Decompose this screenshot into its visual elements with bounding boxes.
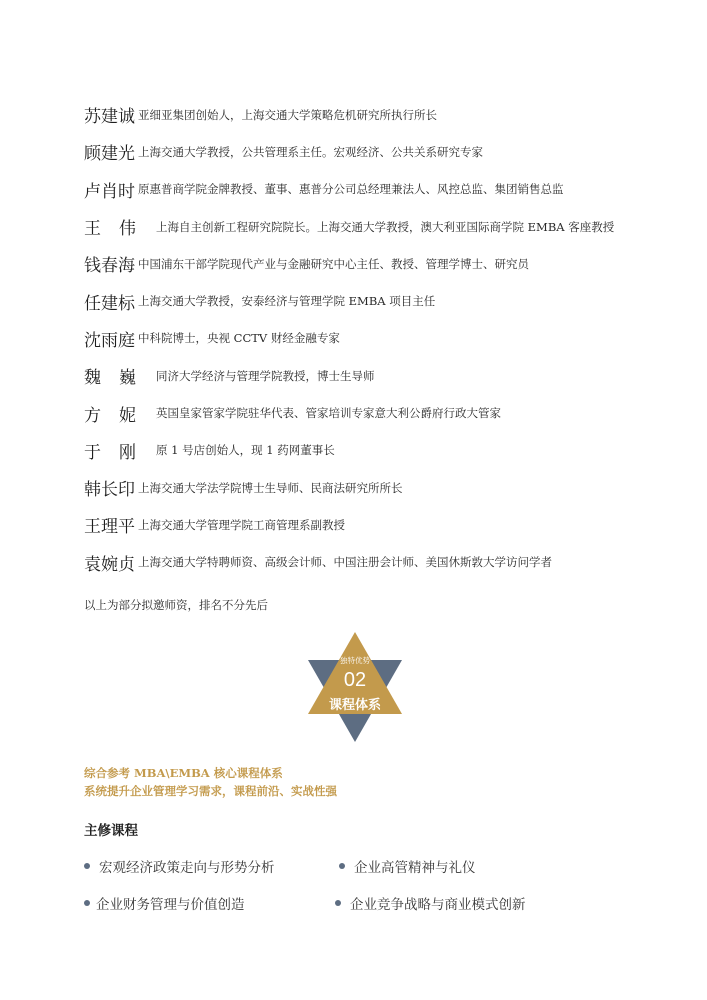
faculty-desc: 中国浦东干部学院现代产业与金融研究中心主任、教授、管理学博士、研究员 [138, 256, 529, 271]
faculty-row [84, 320, 684, 357]
faculty-name: 王伟 [84, 219, 154, 240]
faculty-desc: 亚细亚集团创始人，上海交通大学策略危机研究所执行所长 [138, 107, 437, 122]
course-label: 企业财务管理与价值创造 [96, 897, 245, 913]
bullet-icon [335, 900, 341, 906]
faculty-desc: 中科院博士，央视 CCTV 财经金融专家 [138, 331, 340, 346]
faculty-desc: 原惠普商学院金牌教授、董事、惠普分公司总经理兼法人、风控总监、集团销售总监 [138, 182, 564, 197]
badge-number: 02 [343, 669, 367, 691]
faculty-row [84, 357, 684, 394]
faculty-name: 苏建诚 [84, 107, 135, 128]
course-label: 企业高管精神与礼仪 [354, 860, 476, 876]
bullet-icon [339, 863, 345, 869]
faculty-row [84, 506, 684, 543]
faculty-name: 卢肖时 [84, 181, 135, 202]
faculty-desc: 英国皇家管家学院驻华代表、管家培训专家意大利公爵府行政大管家 [156, 406, 501, 421]
course-item [339, 856, 476, 876]
faculty-desc: 上海交通大学法学院博士生导师、民商法研究所所长 [138, 480, 403, 495]
faculty-name: 方妮 [84, 405, 154, 426]
faculty-name: 韩长印 [84, 480, 135, 501]
faculty-name: 任建标 [84, 293, 135, 314]
faculty-note: 以上为部分拟邀师资，排名不分先后 [84, 598, 268, 612]
badge-title: 课程体系 [328, 698, 381, 713]
faculty-row [84, 469, 684, 506]
course-label: 宏观经济政策走向与形势分析 [99, 860, 275, 876]
faculty-name: 王理平 [84, 517, 135, 538]
faculty-desc: 上海交通大学管理学院工商管理系副教授 [138, 517, 345, 532]
faculty-desc: 原 1 号店创始人，现 1 药网董事长 [156, 443, 335, 458]
faculty-row [84, 245, 684, 282]
faculty-name: 魏巍 [84, 368, 154, 389]
course-label: 企业竞争战略与商业模式创新 [350, 897, 526, 913]
faculty-name: 顾建光 [84, 144, 135, 165]
faculty-desc: 上海交通大学教授，安泰经济与管理学院 EMBA 项目主任 [138, 294, 436, 309]
faculty-row [84, 171, 684, 208]
faculty-row [84, 282, 684, 319]
course-system-badge [304, 632, 406, 742]
main-courses-title: 主修课程 [84, 823, 138, 839]
faculty-name: 沈雨庭 [84, 330, 135, 351]
course-item [84, 893, 245, 913]
faculty-row [84, 133, 684, 170]
faculty-desc: 上海自主创新工程研究院院长。上海交通大学教授，澳大利亚国际商学院 EMBA 客座教授 [156, 219, 615, 234]
course-item [84, 856, 275, 876]
faculty-name: 钱春海 [84, 256, 135, 277]
course-item [335, 893, 526, 913]
faculty-row [84, 544, 684, 581]
faculty-row [84, 432, 684, 469]
faculty-name: 袁婉贞 [84, 554, 135, 575]
faculty-desc: 上海交通大学特聘师资、高级会计师、中国注册会计师、美国休斯敦大学访问学者 [138, 555, 552, 570]
intro-line-2: 系统提升企业管理学习需求，课程前沿、实战性强 [84, 784, 337, 798]
faculty-list [84, 96, 684, 581]
faculty-row [84, 96, 684, 133]
intro-line-1: 综合参考 MBA\EMBA 核心课程体系 [84, 766, 283, 780]
faculty-desc: 上海交通大学教授，公共管理系主任。宏观经济、公共关系研究专家 [138, 144, 483, 159]
bullet-icon [84, 863, 90, 869]
badge-small-label: 独特优势 [340, 656, 370, 665]
faculty-desc: 同济大学经济与管理学院教授，博士生导师 [156, 368, 375, 383]
faculty-row [84, 394, 684, 431]
faculty-row [84, 208, 684, 245]
faculty-name: 于刚 [84, 442, 154, 463]
bullet-icon [84, 900, 90, 906]
